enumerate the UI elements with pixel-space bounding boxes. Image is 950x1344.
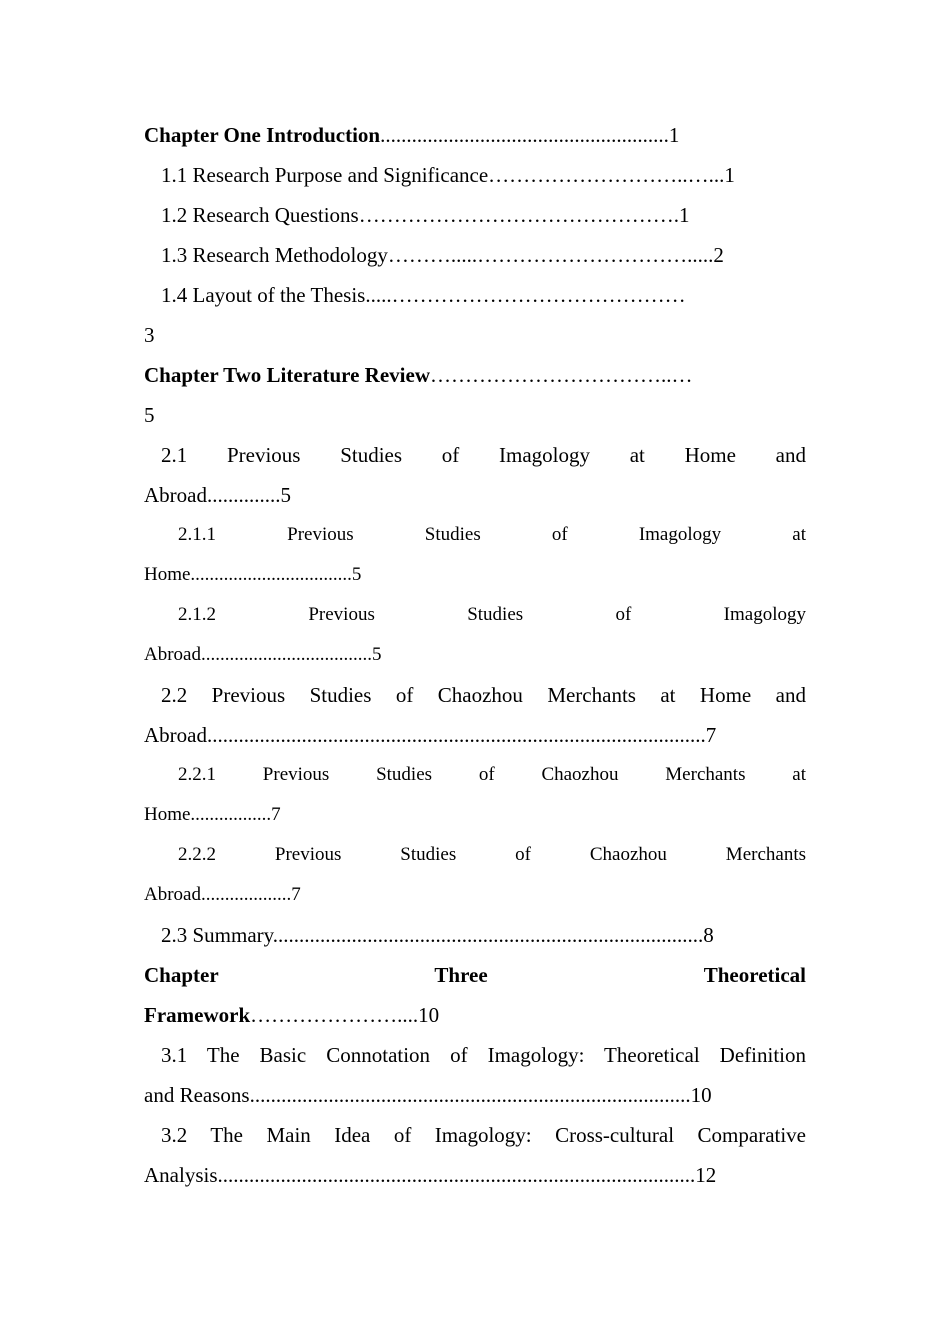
toc-chapter-1 <box>144 115 806 155</box>
toc-chapter-3: Chapter Three Theoretical <box>144 963 806 987</box>
toc-subentry-continued: Abroad...................7 <box>144 884 301 905</box>
toc-leader: …………………....10 <box>250 1003 440 1027</box>
toc-chapter-2 <box>144 355 806 395</box>
toc-subentry: 2.2.2 Previous Studies of Chaozhou Merchants <box>178 844 806 865</box>
toc-subentry: 2.1.2 Previous Studies of Imagology <box>178 604 806 625</box>
toc-subentry-continued: Home..................................5 <box>144 564 362 585</box>
toc-entry-continued: Abroad..............5 <box>144 483 291 507</box>
toc-entry-continued: Abroad...............................................................................................7 <box>144 723 717 747</box>
toc-page-number: 3 <box>144 323 155 347</box>
toc-chapter-3-continued <box>144 995 806 1035</box>
toc-subentry: 2.2.1 Previous Studies of Chaozhou Merchants at <box>178 764 806 785</box>
toc-chapter-title: Chapter One Introduction <box>144 123 381 147</box>
toc-subentry: 2.1.1 Previous Studies of Imagology at <box>178 524 806 545</box>
toc-entry: 3.2 The Main Idea of Imagology: Cross-cultural Comparative <box>161 1123 806 1147</box>
toc-chapter-title: Chapter Two Literature Review <box>144 363 430 387</box>
toc-page-number: 5 <box>144 403 155 427</box>
toc-leader: .......................................................1 <box>380 123 680 147</box>
toc-chapter-title: Framework <box>144 1003 251 1027</box>
toc-entry: 1.3 Research Methodology……….....………………………….....2 <box>161 243 724 267</box>
toc-entry: 2.3 Summary..................................................................................8 <box>161 923 714 947</box>
toc-entry: 2.1 Previous Studies of Imagology at Home and <box>161 443 806 467</box>
toc-subentry-continued: Abroad....................................5 <box>144 644 382 665</box>
toc-entry-continued: Analysis...........................................................................................12 <box>144 1163 717 1187</box>
toc-subentry-continued: Home.................7 <box>144 804 281 825</box>
toc-leader: ……………………………..… <box>429 363 693 387</box>
table-of-contents <box>144 115 806 1195</box>
toc-entry: 1.4 Layout of the Thesis.....…………………………………… <box>161 283 686 307</box>
toc-entry: 2.2 Previous Studies of Chaozhou Merchants at Home and <box>161 683 806 707</box>
toc-entry: 1.2 Research Questions……………………………………….1 <box>161 203 690 227</box>
toc-entry: 3.1 The Basic Connotation of Imagology: Theoretical Definition <box>161 1043 806 1067</box>
toc-entry-continued: and Reasons....................................................................................10 <box>144 1083 712 1107</box>
toc-entry: 1.1 Research Purpose and Significance………………………..…...1 <box>161 163 735 187</box>
